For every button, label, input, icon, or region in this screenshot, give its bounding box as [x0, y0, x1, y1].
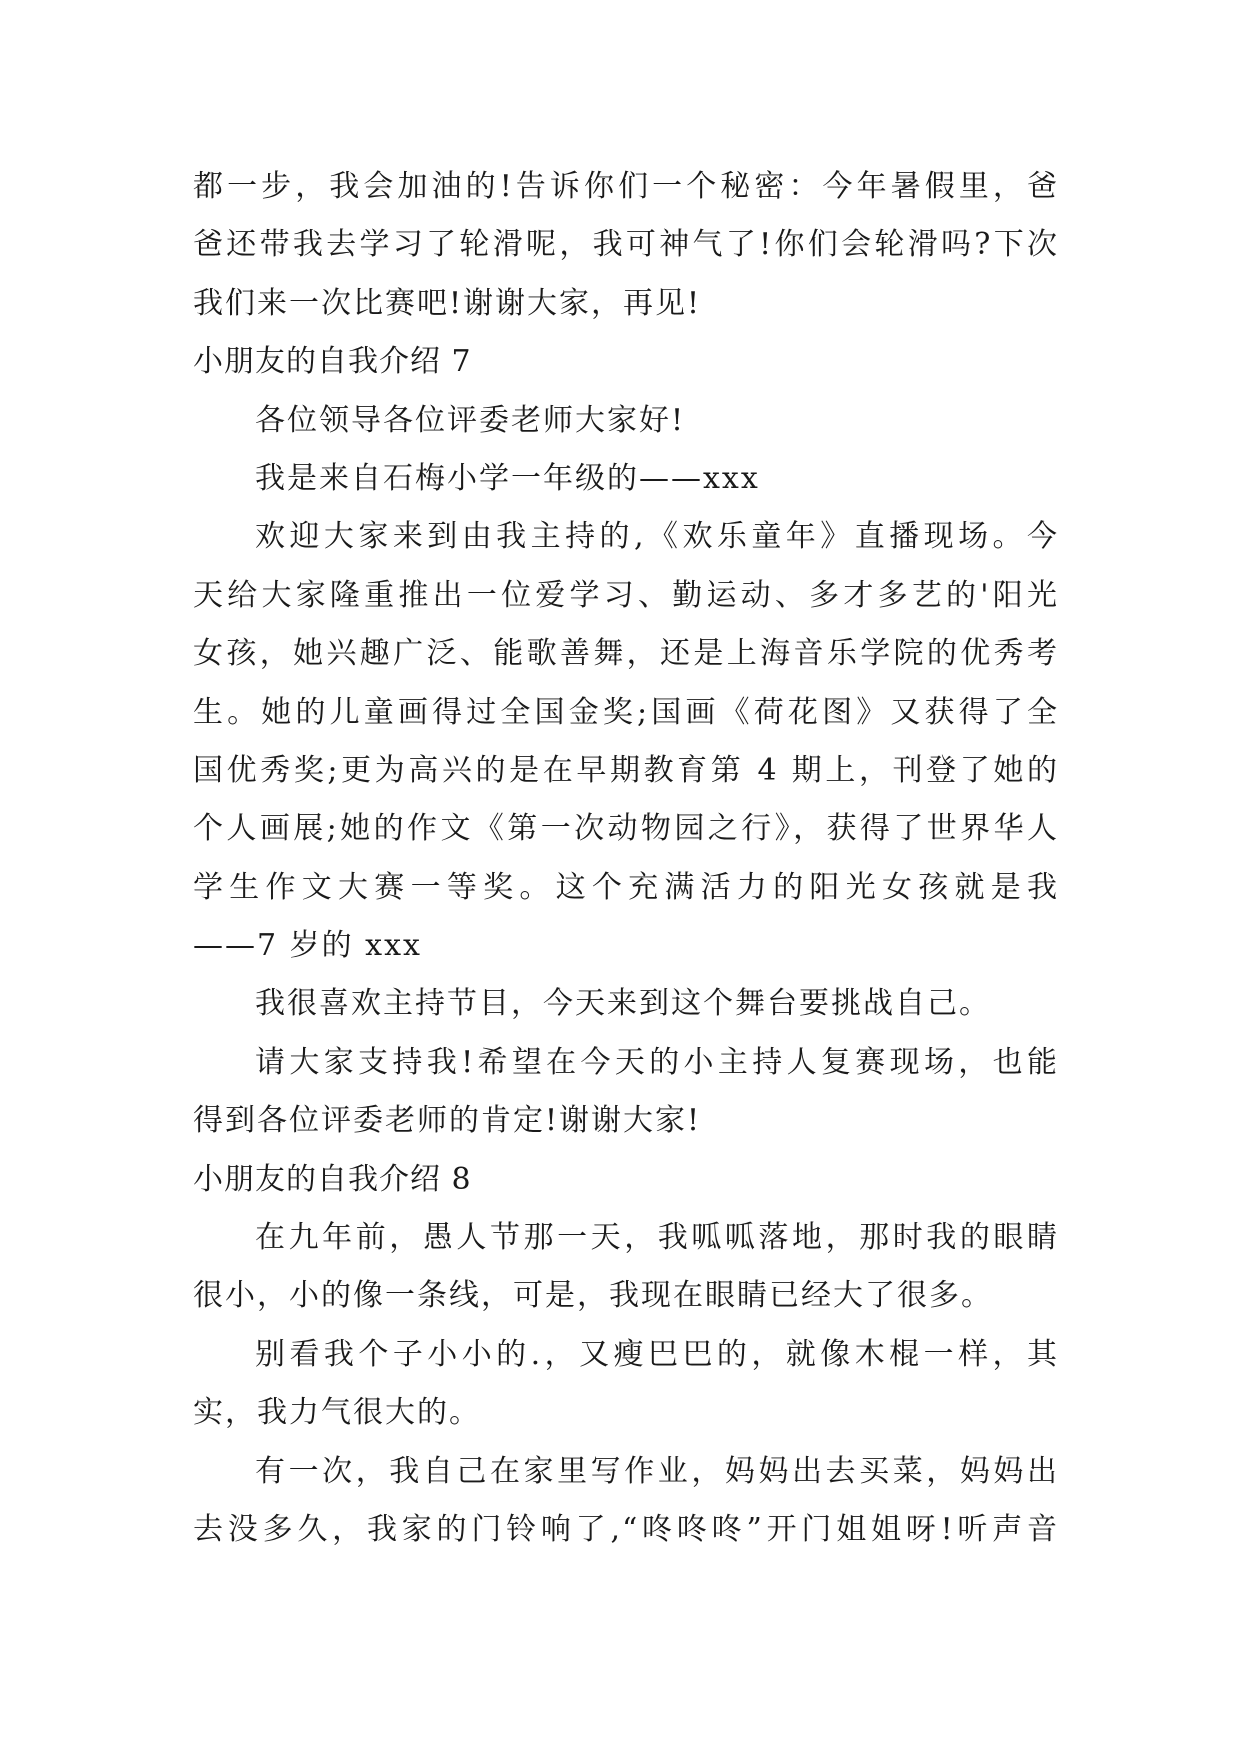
text-line-6: 我是来自石梅小学一年级的——xxx — [255, 460, 760, 496]
text-line-8: 天给大家隆重推出一位爱学习、勤运动、多才多艺的'阳光 — [193, 577, 1059, 613]
text-line-14: ——7 岁的 xxx — [193, 928, 422, 964]
text-line-21: 别看我个子小小的.，又瘦巴巴的，就像木棍一样，其 — [255, 1336, 1059, 1372]
text-line-9: 女孩，她兴趣广泛、能歌善舞，还是上海音乐学院的优秀考 — [193, 636, 1059, 672]
text-line-19: 在九年前，愚人节那一天，我呱呱落地，那时我的眼睛 — [255, 1220, 1059, 1256]
text-line-17: 得到各位评委老师的肯定!谢谢大家! — [193, 1103, 702, 1139]
text-line-11: 国优秀奖;更为高兴的是在早期教育第 4 期上，刊登了她的 — [193, 752, 1059, 788]
text-line-23: 有一次，我自己在家里写作业，妈妈出去买菜，妈妈出 — [255, 1453, 1059, 1489]
text-line-15: 我很喜欢主持节目，今天来到这个舞台要挑战自己。 — [255, 986, 991, 1022]
text-line-24: 去没多久，我家的门铃响了,“咚咚咚”开门姐姐呀!听声音 — [193, 1511, 1059, 1547]
text-line-12: 个人画展;她的作文《第一次动物园之行》，获得了世界华人 — [193, 811, 1059, 847]
section-heading-8: 小朋友的自我介绍 8 — [193, 1161, 472, 1197]
text-line-10: 生。她的儿童画得过全国金奖;国画《荷花图》又获得了全 — [193, 694, 1059, 730]
text-line-3: 我们来一次比赛吧!谢谢大家，再见! — [193, 285, 702, 321]
text-line-22: 实，我力气很大的。 — [193, 1395, 481, 1431]
text-line-16: 请大家支持我!希望在今天的小主持人复赛现场，也能 — [255, 1044, 1059, 1080]
text-line-1: 都一步，我会加油的!告诉你们一个秘密：今年暑假里，爸 — [193, 169, 1059, 204]
text-line-20: 很小，小的像一条线，可是，我现在眼睛已经大了很多。 — [193, 1278, 993, 1314]
text-line-5: 各位领导各位评委老师大家好! — [255, 402, 686, 438]
text-line-2: 爸还带我去学习了轮滑呢，我可神气了!你们会轮滑吗?下次 — [193, 227, 1059, 263]
text-line-7: 欢迎大家来到由我主持的,《欢乐童年》直播现场。今 — [255, 519, 1059, 555]
document-body — [193, 158, 1059, 1559]
text-line-13: 学生作文大赛一等奖。这个充满活力的阳光女孩就是我 — [193, 869, 1059, 905]
section-heading-7: 小朋友的自我介绍 7 — [193, 344, 472, 380]
